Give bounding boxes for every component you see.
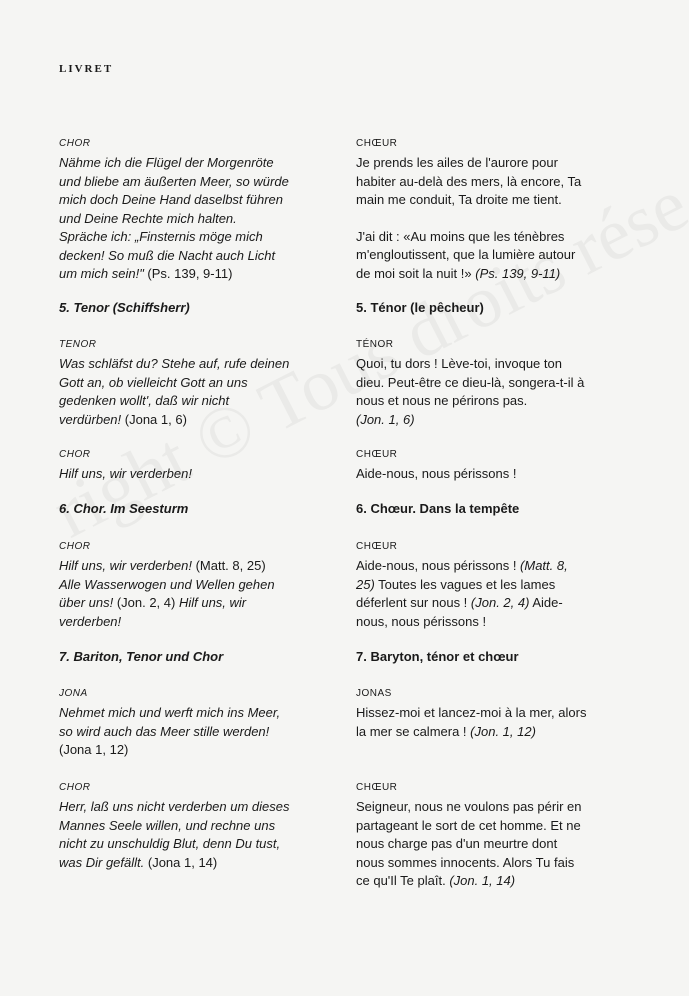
speaker-label: JONAS [356, 688, 392, 699]
verse-line: verderben! [59, 613, 122, 629]
verse-line: nous et nous ne périrons pas. [356, 393, 528, 408]
verse-line [356, 594, 646, 613]
chor-block-2 [59, 449, 339, 484]
verse-line: Spräche ich: „Finsternis möge mich [59, 229, 263, 244]
speaker-label: TÉNOR [356, 339, 394, 350]
speaker-label: TENOR [59, 339, 97, 350]
choeur-block-3 [356, 541, 646, 631]
scripture-reference: (Jon. 1, 14) [449, 873, 516, 888]
verse-line: J'ai dit : «Au moins que les ténèbres [356, 228, 565, 244]
section-heading-6: 6. Chor. Im Seesturm [59, 501, 189, 516]
scripture-reference: (Matt. 8, [520, 558, 568, 573]
verse-line: Alle Wasserwogen und Wellen gehen [59, 576, 275, 592]
scripture-reference: (Ps. 139, 9-11) [143, 266, 233, 281]
section-heading-5: 5. Ténor (le pêcheur) [356, 300, 484, 315]
verse-line [356, 557, 646, 576]
choeur-block-2 [356, 449, 646, 484]
verse-line: Quoi, tu dors ! Lève-toi, invoque ton [356, 356, 562, 371]
verse-line: main me conduit, Ta droite me tient. [356, 192, 562, 207]
verse-line: dieu. Peut-être ce dieu-là, songera-t-il à [356, 374, 585, 390]
chor-block-1 [59, 138, 339, 284]
verse-text [59, 465, 339, 484]
verse-line [356, 723, 646, 742]
verse-line: Seigneur, nous ne voulons pas périr en [356, 799, 582, 814]
verse-line [59, 557, 339, 576]
verse-text [59, 704, 339, 760]
verse-text [356, 355, 646, 429]
verse-fragment: um mich sein!" [59, 266, 144, 281]
verse-fragment: Toutes les vagues et les lames [374, 576, 556, 592]
verse-text [59, 154, 339, 284]
verse-fragment: Aide-nous, nous périssons ! [356, 558, 521, 573]
section-heading-5: 5. Tenor (Schiffsherr) [59, 300, 190, 315]
verse-text [356, 798, 646, 891]
tenor-block [59, 339, 339, 429]
verse-line: Mannes Seele willen, und rechne uns [59, 817, 276, 833]
tenor-block [356, 339, 646, 429]
verse-line: partageant le sort de cet homme. Et ne [356, 817, 581, 833]
section-heading-7: 7. Bariton, Tenor und Chor [59, 649, 224, 664]
verse-line: Je prends les ailes de l'aurore pour [356, 155, 558, 170]
verse-line: Herr, laß uns nicht verderben um dieses [59, 799, 290, 814]
section-heading-6: 6. Chœur. Dans la tempête [356, 501, 520, 516]
scripture-reference: (Matt. 8, 25) [191, 558, 266, 573]
scripture-reference: (Jon. 1, 12) [470, 723, 536, 739]
scripture-reference: (Jon. 1, 6) [356, 411, 415, 427]
speaker-label: CHOR [59, 449, 91, 460]
speaker-label: CHOR [59, 138, 91, 149]
verse-text [356, 704, 646, 741]
verse-line: Gott an, ob vielleicht Gott an uns [59, 374, 248, 390]
verse-line [356, 265, 646, 284]
speaker-label: CHŒUR [356, 541, 398, 552]
verse-text [59, 355, 339, 429]
jona-block [59, 688, 339, 760]
verse-line: nous, nous périssons ! [356, 613, 487, 629]
verse-line: Hissez-moi et lancez-moi à la mer, alors [356, 705, 587, 720]
verse-line: und bliebe am äußerten Meer, so würde [59, 173, 289, 189]
verse-line: mich doch Deine Hand daselbst führen [59, 192, 284, 207]
section-heading-7: 7. Baryton, ténor et chœur [356, 649, 519, 664]
verse-fragment: Hilf uns, wir [178, 595, 247, 610]
verse-line: Was schläfst du? Stehe auf, rufe deinen [59, 356, 290, 371]
verse-fragment: Aide- [529, 595, 563, 610]
page-header: LIVRET [59, 63, 114, 75]
verse-line [59, 411, 339, 430]
scripture-reference: (Jona 1, 6) [121, 411, 187, 427]
verse-line [59, 594, 339, 613]
verse-line: Aide-nous, nous périssons ! [356, 466, 517, 481]
verse-fragment: über uns! [59, 595, 114, 610]
verse-text [356, 154, 646, 283]
verse-fragment: ce qu'Il Te plaît. [356, 873, 450, 888]
speaker-label: CHŒUR [356, 138, 398, 149]
chor-block-3 [59, 541, 339, 631]
verse-line: Nehmet mich und werft mich ins Meer, [59, 705, 281, 720]
speaker-label: CHOR [59, 782, 91, 793]
jonas-block [356, 688, 646, 741]
verse-line: m'engloutissent, que la lumière autour [356, 247, 576, 262]
verse-text [59, 557, 339, 631]
verse-line [59, 265, 339, 284]
verse-line: und Deine Rechte mich halten. [59, 210, 237, 226]
scripture-reference: (Jona 1, 14) [144, 854, 218, 870]
verse-text [356, 465, 646, 484]
scripture-reference: (Jon. 2, 4) [470, 595, 530, 610]
verse-line: gedenken wollt', daß wir nicht [59, 393, 230, 408]
verse-fragment: was Dir gefällt. [59, 854, 145, 870]
speaker-label: CHŒUR [356, 449, 398, 460]
verse-line [356, 576, 646, 595]
verse-fragment: la mer se calmera ! [356, 723, 471, 739]
scripture-reference: (Ps. 139, 9-11) [471, 265, 561, 281]
choeur-block-4 [356, 782, 646, 891]
verse-fragment: déferlent sur nous ! [356, 595, 471, 610]
verse-fragment: de moi soit la nuit !» [356, 265, 472, 281]
verse-line: decken! So muß die Nacht auch Licht [59, 247, 276, 263]
verse-line [59, 854, 339, 873]
speaker-label: JONA [59, 688, 88, 699]
verse-line: Nähme ich die Flügel der Morgenröte [59, 155, 274, 170]
verse-line: Hilf uns, wir verderben! [59, 466, 192, 481]
choeur-block-1 [356, 138, 646, 283]
verse-line [356, 872, 646, 891]
speaker-label: CHOR [59, 541, 91, 552]
verse-line: habiter au-delà des mers, là encore, Ta [356, 173, 582, 189]
verse-line: nous sommes innocents. Alors Tu fais [356, 854, 575, 870]
verse-line: so wird auch das Meer stille werden! [59, 723, 270, 739]
verse-fragment: Hilf uns, wir verderben! [59, 558, 192, 573]
scripture-reference: (Jona 1, 12) [59, 742, 129, 757]
verse-line: nous charge pas d'un meurtre dont [356, 836, 558, 851]
verse-line: nicht zu unschuldig Blut, denn Du tust, [59, 836, 281, 851]
scripture-reference: (Jon. 2, 4) [113, 595, 179, 610]
verse-fragment: verdürben! [59, 411, 122, 427]
chor-block-4 [59, 782, 339, 872]
verse-text [356, 557, 646, 631]
scripture-reference: 25) [356, 576, 375, 592]
speaker-label: CHŒUR [356, 782, 398, 793]
verse-text [59, 798, 339, 872]
